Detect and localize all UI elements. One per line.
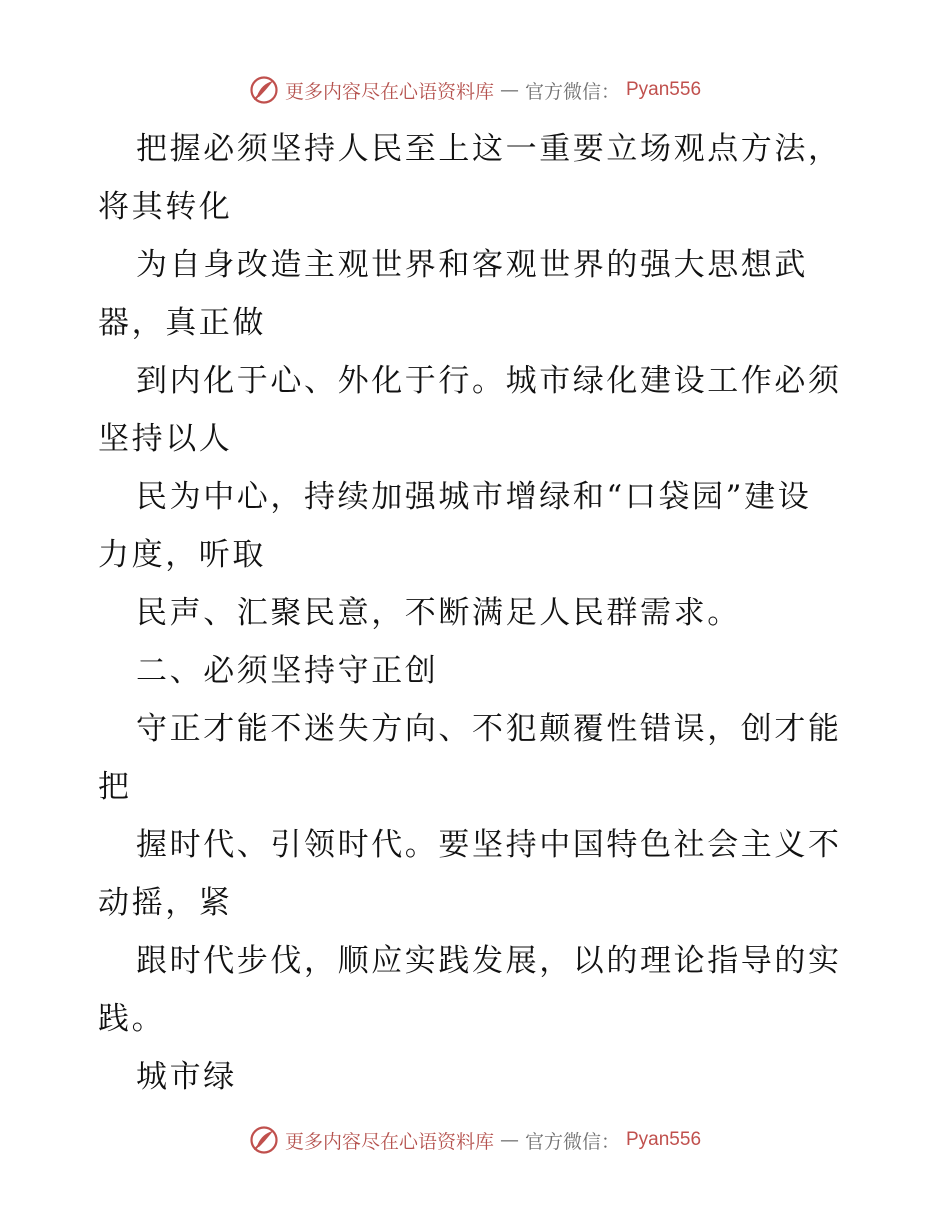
banner-separator: — (499, 1129, 519, 1151)
banner-text: 更多内容尽在心语资料库 (284, 1130, 494, 1153)
banner-wechat-label: 官方微信： (524, 1130, 620, 1153)
text-line: 器，真正做 (98, 305, 266, 341)
text-line: 将其转化 (98, 189, 233, 225)
banner-wechat-id: Pyan556 (626, 1129, 702, 1150)
text-line: 动摇，紧 (98, 885, 233, 921)
banner-wechat-label: 官方微信： (524, 80, 620, 103)
text-line: 到内化于心、外化于行。城市绿化建设工作必须 (136, 363, 842, 399)
text-line: 城市绿 (136, 1059, 237, 1095)
footer-banner (0, 1122, 950, 1158)
text-line: 为自身改造主观世界和客观世界的强大思想武 (136, 247, 808, 283)
text-line: 守正才能不迷失方向、不犯颠覆性错误，创才能 (136, 711, 842, 747)
text-line: 二、必须坚持守正创 (136, 653, 439, 689)
text-line: 把握必须坚持人民至上这一重要立场观点方法， (136, 131, 842, 167)
logo-icon (249, 1125, 279, 1155)
text-line: 民为中心，持续加强城市增绿和“口袋园”建设 (136, 479, 812, 515)
banner-text: 更多内容尽在心语资料库 (284, 80, 494, 103)
text-line: 跟时代步伐，顺应实践发展，以的理论指导的实 (136, 943, 842, 979)
text-line: 民声、汇聚民意，不断满足人民群需求。 (136, 595, 741, 631)
document-body (98, 120, 858, 1106)
banner-separator: — (499, 79, 519, 101)
text-line: 践。 (98, 1001, 166, 1037)
logo-icon (249, 75, 279, 105)
text-line: 握时代、引领时代。要坚持中国特色社会主义不 (136, 827, 842, 863)
text-line: 力度，听取 (98, 537, 266, 573)
banner-wechat-id: Pyan556 (626, 79, 702, 100)
header-banner (0, 72, 950, 108)
text-line: 把 (98, 769, 132, 805)
text-line: 坚持以人 (98, 421, 233, 457)
